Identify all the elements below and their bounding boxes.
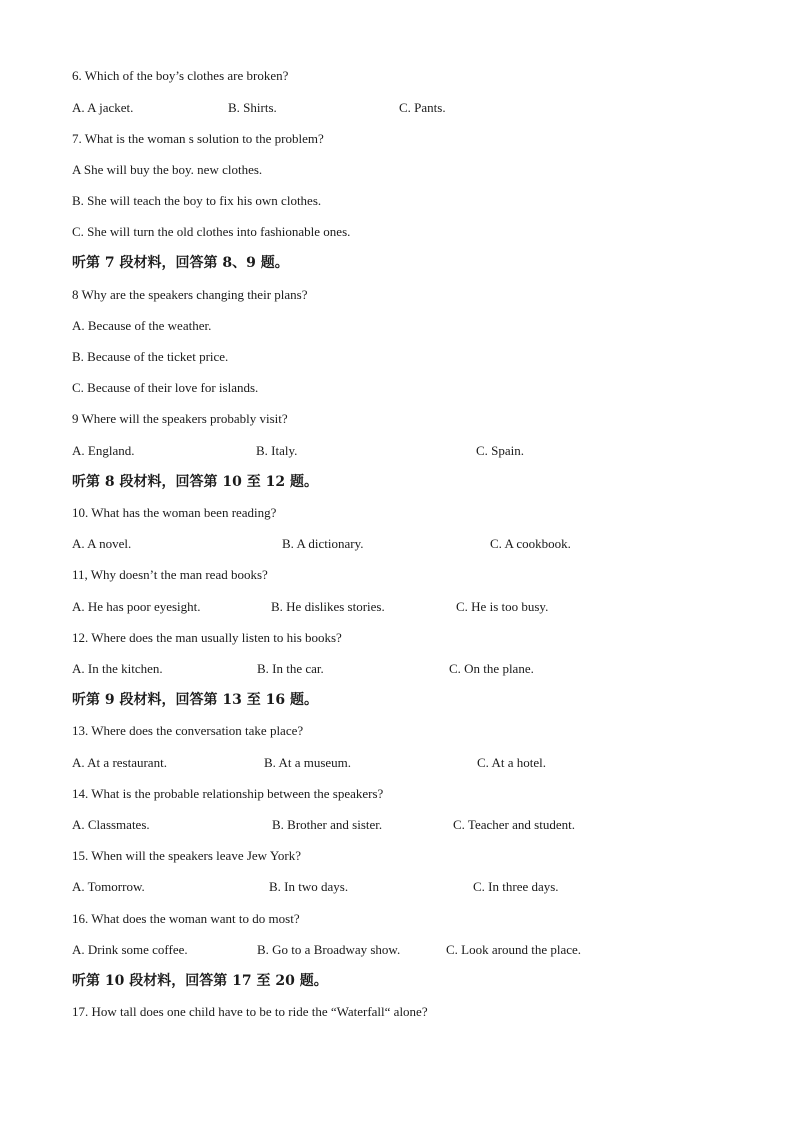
q10-option-c: C. A cookbook.: [490, 536, 571, 551]
q6-option-c: C. Pants.: [399, 100, 446, 115]
q13-option-b: B. At a museum.: [264, 755, 352, 770]
q16-option-b: B. Go to a Broadway show.: [257, 942, 401, 957]
q13-option-c: C. At a hotel.: [477, 755, 546, 770]
q8-option-b: B. Because of the ticket price.: [72, 349, 229, 364]
question-8: 8 Why are the speakers changing their plans?: [72, 287, 308, 302]
q13-option-a: A. At a restaurant.: [72, 755, 167, 770]
q14-option-c: C. Teacher and student.: [453, 817, 575, 832]
q15-option-a: A. Tomorrow.: [72, 879, 145, 894]
question-13: 13. Where does the conversation take place?: [72, 723, 304, 738]
section-heading-8: 听第 8 段材料，回答第 10 至 12 题。: [72, 474, 318, 490]
q16-option-c: C. Look around the place.: [446, 942, 582, 957]
q9-option-a: A. England.: [72, 443, 135, 458]
question-17: 17. How tall does one child have to be to ride the “Waterfall“ alone?: [72, 1004, 428, 1019]
question-9: 9 Where will the speakers probably visit?: [72, 411, 288, 426]
q10-option-b: B. A dictionary.: [282, 536, 364, 551]
q15-option-b: B. In two days.: [269, 879, 349, 894]
q16-option-a: A. Drink some coffee.: [72, 942, 188, 957]
q8-option-c: C. Because of their love for islands.: [72, 380, 259, 395]
question-14: 14. What is the probable relationship between the speakers?: [72, 786, 384, 801]
q7-option-b: B. She will teach the boy to fix his own clothes.: [72, 193, 322, 208]
q12-option-c: C. On the plane.: [449, 661, 534, 676]
q11-option-b: B. He dislikes stories.: [271, 599, 385, 614]
q12-option-a: A. In the kitchen.: [72, 661, 163, 676]
question-15: 15. When will the speakers leave Jew York?: [72, 848, 302, 863]
q7-option-c: C. She will turn the old clothes into fashionable ones.: [72, 224, 351, 239]
q12-option-b: B. In the car.: [257, 661, 324, 676]
q9-option-c: C. Spain.: [476, 443, 525, 458]
q15-option-c: C. In three days.: [473, 879, 559, 894]
question-10: 10. What has the woman been reading?: [72, 505, 277, 520]
q6-option-b: B. Shirts.: [228, 100, 277, 115]
question-7: 7. What is the woman s solution to the problem?: [72, 131, 324, 146]
section-heading-7: 听第 7 段材料，回答第 8、9 题。: [72, 255, 289, 271]
q11-option-c: C. He is too busy.: [456, 599, 549, 614]
q8-option-a: A. Because of the weather.: [72, 318, 212, 333]
q9-option-b: B. Italy.: [256, 443, 298, 458]
question-6: 6. Which of the boy’s clothes are broken?: [72, 68, 289, 83]
question-11: 11, Why doesn’t the man read books?: [72, 567, 268, 582]
q14-option-b: B. Brother and sister.: [272, 817, 383, 832]
q7-option-a: A She will buy the boy. new clothes.: [72, 162, 263, 177]
section-heading-10: 听第 10 段材料，回答第 17 至 20 题。: [72, 973, 328, 989]
question-16: 16. What does the woman want to do most?: [72, 911, 300, 926]
q10-option-a: A. A novel.: [72, 536, 132, 551]
q14-option-a: A. Classmates.: [72, 817, 150, 832]
q11-option-a: A. He has poor eyesight.: [72, 599, 201, 614]
q6-option-a: A. A jacket.: [72, 100, 134, 115]
question-12: 12. Where does the man usually listen to his books?: [72, 630, 342, 645]
section-heading-9: 听第 9 段材料，回答第 13 至 16 题。: [72, 692, 318, 708]
